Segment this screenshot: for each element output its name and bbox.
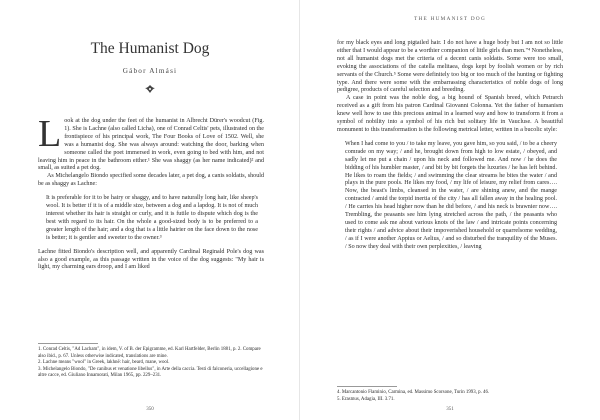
footnote-3: 3. Michelangelo Biondo, "De canibus et venatione libellus", in Arte della caccia. Testi di falconeria, uccellagione e altre cacce, ed. Giuliano Innamorati, Milan 1965, pp. 229–231.	[38, 366, 263, 379]
article-title: The Humanist Dog	[90, 40, 210, 57]
right-body-text	[337, 40, 563, 258]
footnote-2: 2. Lachne means "wool" in Greek, lakhnē: hair, beard, mane, wool.	[38, 360, 170, 366]
opening-text: ook at the dog under the feet of the humanist in Albrecht Dürer's woodcut (Fig. 1). She is Lachne (also called Licha), one of Conrad Celtis' pets, illustrated on the frontispiece of his principal work, The Four Books of Love of 1502. Well, she was a humanist dog. She was always around: watching the door, barking when someone called the poet immersed in work, even going to bed with him, and not leaving him in peace in the bathroom either.¹ She was shaggy (as her name indicated)² and small, as suited a pet dog.	[38, 118, 264, 172]
continued-paragraph: for my black eyes and long pigtailed hair. I do not have a huge body but I am not so little either that I would appear to be a worthier companion of little girls than men."⁴ Nonetheless, not all humanist dogs met the criteria of a decent canis soldatis. Some were too small, evoking the associations of the catella melitaea, dogs kept by foolish women or by rich servants of the Church.⁵ Some were definitely too big or too much of the hunting or fighting type. And there were some with the embarrassing characteristics of noble dogs of long pedigree, products of careful selection and breeding.	[337, 40, 563, 94]
opening-paragraph	[38, 113, 264, 173]
right-page	[300, 0, 600, 420]
footnote-rule	[38, 343, 98, 344]
footnote-4: 4. Marcantonio Flaminio, Carmina, ed. Massimo Scorsone, Turin 1993, p. 46.	[337, 390, 490, 395]
paragraph-3: Lachne fitted Biondo's description well, and apparently Cardinal Reginald Pole's dog was also a good example, as this passage written in the voice of the dog suggests: "My hair is light, my charming ears droop, and I am liked	[38, 248, 264, 271]
page-number-right: 351	[446, 407, 454, 412]
footnote-5: 5. Erasmus, Adagia, III. 3.71.	[337, 396, 395, 402]
block-quote: It is preferable for it to be hairy or shaggy, and to have naturally long hair, like sheep's wool. It is better if it is of a middle size, between a dog and a lapdog. It is not of much interest whether its hair is straight or curly, and it is futile to dispute which dog is the best with regard to its hair. On the whole a good-sized body is to be preferred to a greater length of the hair; and a dog that is a little hairier on the face down to the nose is better; it is gentler and sweeter to the owner.³	[46, 195, 258, 241]
drop-cap: L	[38, 113, 62, 155]
footnote-rule-right	[337, 386, 397, 387]
left-body-text	[38, 113, 264, 272]
left-footnotes	[38, 347, 264, 380]
footnote-1: 1. Conrad Celtis, "Ad Lacham", in idem, V. of B. der Epigramme, ed. Karl Hartfelder, Berlin 1881, p. 2. Compare also ibid., p. 67. Unless otherwise indicated, translations are mine.	[38, 347, 261, 359]
poem-quote: When I had come to you / to take my leave, you gave him, so you said, / to be a cheery comrade on my way; / and he, brought down from high to low estate, / obeyed, and sadly let me put a chain / upon his neck and followed me. And now / he does the bidding of his humbler master, / and bit by bit forgets the luxuries / he has left behind. He likes to roam the fields; / and swimming the clear streams he bites the water / and plays in the pure pools. He likes my food, / my life of leisure, my relief from cares…. Now, the beast's limbs, cleansed in the water, / are shining anew, and the mange contracted / amid the torpid inertia of the city / has all fallen away in the healing pool. / He carries his head higher now than he did before, / and his neck is brawnier now…. Trembling, the peasants see him lying stretched across the path, / the peasants who used to come ask me about various knots of the law / and intricate points concerning their rights / and advice about their impoverished household or quarrelsome wedding, / as if I were another Appius or Aelius, / and so disturbed the tranquility of the Muses. / So now they deal with their own perplexities, / leaving	[345, 140, 557, 250]
right-footnotes	[337, 390, 563, 403]
fleuron-ornament-icon	[144, 84, 156, 94]
paragraph-2: As Michelangelo Biondo specified some decades later, a pet dog, a canis soldatis, should be as shaggy as Lachne:	[38, 173, 264, 188]
paragraph-petrarch: A case in point was the noble dog, a big hound of Spanish breed, which Petrarch received as a gift from his patron Cardinal Giovanni Colonna. Yet the father of humanism knew well how to use this precious animal in a learned way and how to transform it from a symbol of nobility into a symbol of his rich but solitary life in Vaucluse. A beautiful monument to this transformation is the following metrical letter, written in a bucolic style:	[337, 95, 563, 133]
page-number-left: 350	[146, 407, 154, 412]
author-name: Gábor Almási	[122, 67, 178, 75]
running-head: THE HUMANIST DOG	[413, 16, 486, 22]
